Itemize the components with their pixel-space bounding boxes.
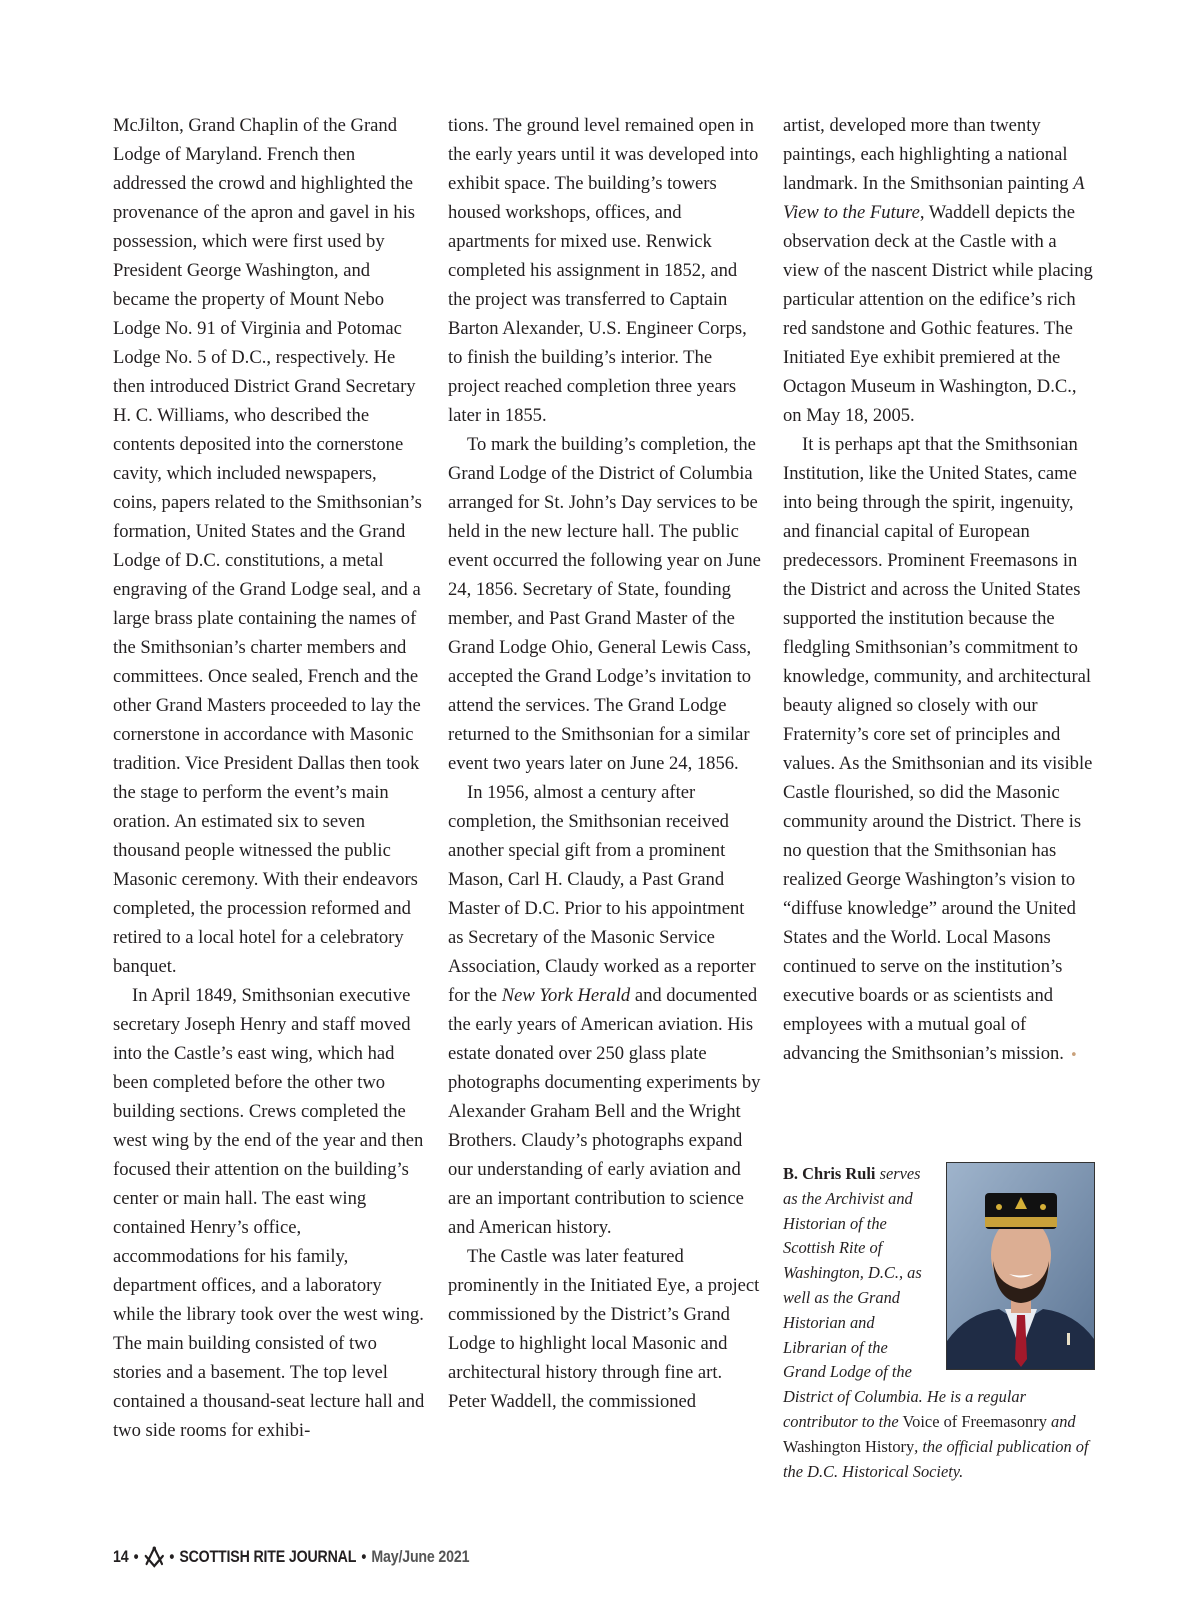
journal-name: SCOTTISH RITE JOURNAL xyxy=(179,1547,357,1566)
paragraph: In April 1849, Smithsonian executive secretary Joseph Henry and staff moved into the Castle’s east wing, which had been completed before the other two building sections. Crews completed the west wing by the end of the year and then focused their attention on the building’s center or main hall. The east wing contained Henry’s office, accommodations for his family, department offices, and a laboratory while the library took over the west wing. The main building consisted of two stories and a basement. The top level contained a thousand-seat lecture hall and two side rooms for exhibi- xyxy=(113,985,425,1441)
publication-title: New York Herald xyxy=(501,985,631,1006)
bio-text: , the official publication of the D.C. Historical Society. xyxy=(783,1436,1089,1481)
bio-text: and xyxy=(1051,1411,1076,1431)
text-column-1 xyxy=(113,111,425,1445)
end-mark-icon: • xyxy=(1069,1048,1078,1063)
page-number: 14 xyxy=(113,1547,129,1566)
text-column-2 xyxy=(448,111,762,1416)
text-column-3 xyxy=(783,111,1093,1070)
separator: • xyxy=(133,1547,139,1566)
paragraph: The Castle was later featured prominently in the Initiated Eye, a project commissioned by the District’s Grand Lodge to highlight local Masonic and architectural history through fine art. Peter Waddell, the commissioned xyxy=(448,1246,760,1412)
paragraph-text: , Waddell depicts the observation deck at the Castle with a view of the nascent District while placing particular attention on the edifice’s rich red sandstone and Gothic features. The Initiated Eye exhibit premiered at the Octagon Museum in Washington, D.C., on May 18, 2005. xyxy=(783,202,1093,426)
paragraph xyxy=(783,430,1093,1070)
paragraph xyxy=(448,778,762,1242)
publication-title: Washington History xyxy=(783,1436,915,1456)
separator: • xyxy=(169,1547,175,1566)
paragraph-text: artist, developed more than twenty paintings, each highlighting a national landmark. In the Smithsonian painting xyxy=(783,115,1069,194)
bio-text: serves as the Archivist and Historian of the Scottish Rite of Washington, D.C., as well as the Grand Historian and Librarian of the Grand Lodge of the District of Columbia. He is a regular contributor to the xyxy=(783,1164,1026,1431)
painting-title: A View to the Future xyxy=(783,173,1085,223)
issue-date: May/June 2021 xyxy=(371,1547,470,1566)
author-bio xyxy=(783,1162,1095,1484)
paragraph xyxy=(783,111,1093,430)
paragraph-text: and documented the early years of American aviation. His estate donated over 250 glass plate photographs documenting experiments by Alexander Graham Bell and the Wright Brothers. Claudy’s photographs expand our understanding of early aviation and are an important contribution to science and American history. xyxy=(448,985,761,1238)
paragraph: To mark the building’s completion, the Grand Lodge of the District of Columbia arranged for St. John’s Day services to be held in the new lecture hall. The public event occurred the following year on June 24, 1856. Secretary of State, founding member, and Past Grand Master of the Grand Lodge Ohio, General Lewis Cass, accepted the Grand Lodge’s invitation to attend the services. The Grand Lodge returned to the Smithsonian for a similar event two years later on June 24, 1856. xyxy=(448,434,761,774)
compass-square-icon xyxy=(144,1546,165,1568)
paragraph: McJilton, Grand Chaplin of the Grand Lodge of Maryland. French then addressed the crowd and highlighted the provenance of the apron and gavel in his possession, which were first used by President George Washington, and became the property of Mount Nebo Lodge No. 91 of Virginia and Potomac Lodge No. 5 of D.C., respectively. He then introduced District Grand Secretary H. C. Williams, who described the contents deposited into the cornerstone cavity, which included newspapers, coins, papers related to the Smithsonian’s formation, United States and the Grand Lodge of D.C. constitutions, a metal engraving of the Grand Lodge seal, and a large brass plate containing the names of the Smithsonian’s charter members and committees. Once sealed, French and the other Grand Masters proceeded to lay the cornerstone in accordance with Masonic tradition. Vice President Dallas then took the stage to perform the event’s main oration. An estimated six to seven thousand people witnessed the public Masonic ceremony. With their endeavors completed, the procession reformed and retired to a local hotel for a celebratory banquet. xyxy=(113,115,422,977)
paragraph-text: It is perhaps apt that the Smithsonian Institution, like the United States, came into being through the spirit, ingenuity, and financial capital of European predecessors. Prominent Freemasons in the District and across the United States supported the institution because the fledgling Smithsonian’s commitment to knowledge, community, and architectural beauty aligned so closely with our Fraternity’s core set of principles and values. As the Smithsonian and its visible Castle flourished, so did the Masonic community around the District. There is no question that the Smithsonian has realized George Washington’s vision to “diffuse knowledge” around the United States and the World. Local Masons continued to serve on the institution’s executive boards or as scientists and employees with a mutual goal of advancing the Smithsonian’s mission. xyxy=(783,434,1093,1064)
author-name: B. Chris Ruli xyxy=(783,1164,876,1183)
paragraph: tions. The ground level remained open in the early years until it was developed into exhibit space. The building’s towers housed workshops, offices, and apartments for mixed use. Renwick completed his assignment in 1852, and the project was transferred to Captain Barton Alexander, U.S. Engineer Corps, to finish the building’s interior. The project reached completion three years later in 1855. xyxy=(448,115,759,426)
author-photo xyxy=(946,1162,1095,1370)
paragraph-text: In 1956, almost a century after completion, the Smithsonian received another special gift from a prominent Mason, Carl H. Claudy, a Past Grand Master of D.C. Prior to his appointment as Secretary of the Masonic Service Association, Claudy worked as a reporter for the xyxy=(448,782,756,1006)
page-footer xyxy=(113,1546,469,1568)
separator: • xyxy=(361,1547,367,1566)
publication-title: Voice of Freemasonry xyxy=(902,1411,1047,1431)
